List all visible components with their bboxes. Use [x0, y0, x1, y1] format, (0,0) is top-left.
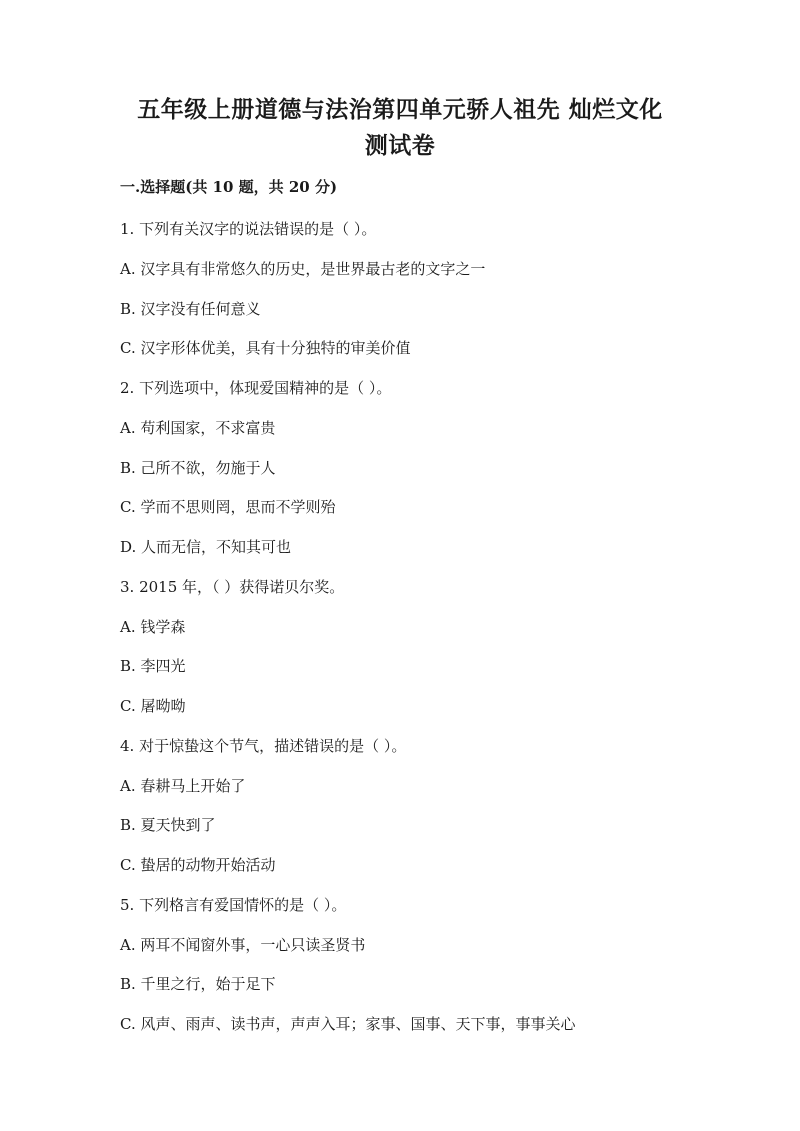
question-3-option-c: C. 屠呦呦 [120, 697, 186, 715]
question-2-option-d: D. 人而无信，不知其可也 [120, 538, 292, 556]
question-5-option-c: C. 风声、雨声、读书声，声声入耳；家事、国事、天下事，事事关心 [120, 1015, 576, 1033]
question-stem-1: 1. 下列有关汉字的说法错误的是（ ）。 [120, 220, 377, 238]
question-3-option-a: A. 钱学森 [120, 618, 186, 636]
question-stem-4: 4. 对于惊蛰这个节气，描述错误的是（ ）。 [120, 737, 407, 755]
question-stem-2: 2. 下列选项中，体现爱国精神的是（ ）。 [120, 379, 392, 397]
question-1-option-c: C. 汉字形体优美，具有十分独特的审美价值 [120, 339, 411, 357]
section-heading: 一.选择题(共 10 题，共 20 分) [120, 178, 338, 196]
question-2-option-a: A. 苟利国家，不求富贵 [120, 419, 276, 437]
question-stem-3: 3. 2015 年，（ ）获得诺贝尔奖。 [120, 578, 345, 596]
question-4-option-a: A. 春耕马上开始了 [120, 777, 246, 795]
exam-title-line-2: 测试卷 [364, 132, 436, 159]
question-2-option-b: B. 己所不欲，勿施于人 [120, 459, 276, 477]
question-5-option-b: B. 千里之行，始于足下 [120, 975, 276, 993]
question-2-option-c: C. 学而不思则罔，思而不学则殆 [120, 498, 336, 516]
question-stem-5: 5. 下列格言有爱国情怀的是（ ）。 [120, 896, 347, 914]
exam-title-line-1: 五年级上册道德与法治第四单元骄人祖先 灿烂文化 [137, 96, 663, 123]
question-1-option-b: B. 汉字没有任何意义 [120, 300, 261, 318]
question-4-option-b: B. 夏天快到了 [120, 816, 216, 834]
question-4-option-c: C. 蛰居的动物开始活动 [120, 856, 276, 874]
question-5-option-a: A. 两耳不闻窗外事，一心只读圣贤书 [120, 936, 366, 954]
question-3-option-b: B. 李四光 [120, 657, 186, 675]
question-1-option-a: A. 汉字具有非常悠久的历史，是世界最古老的文字之一 [120, 260, 486, 278]
